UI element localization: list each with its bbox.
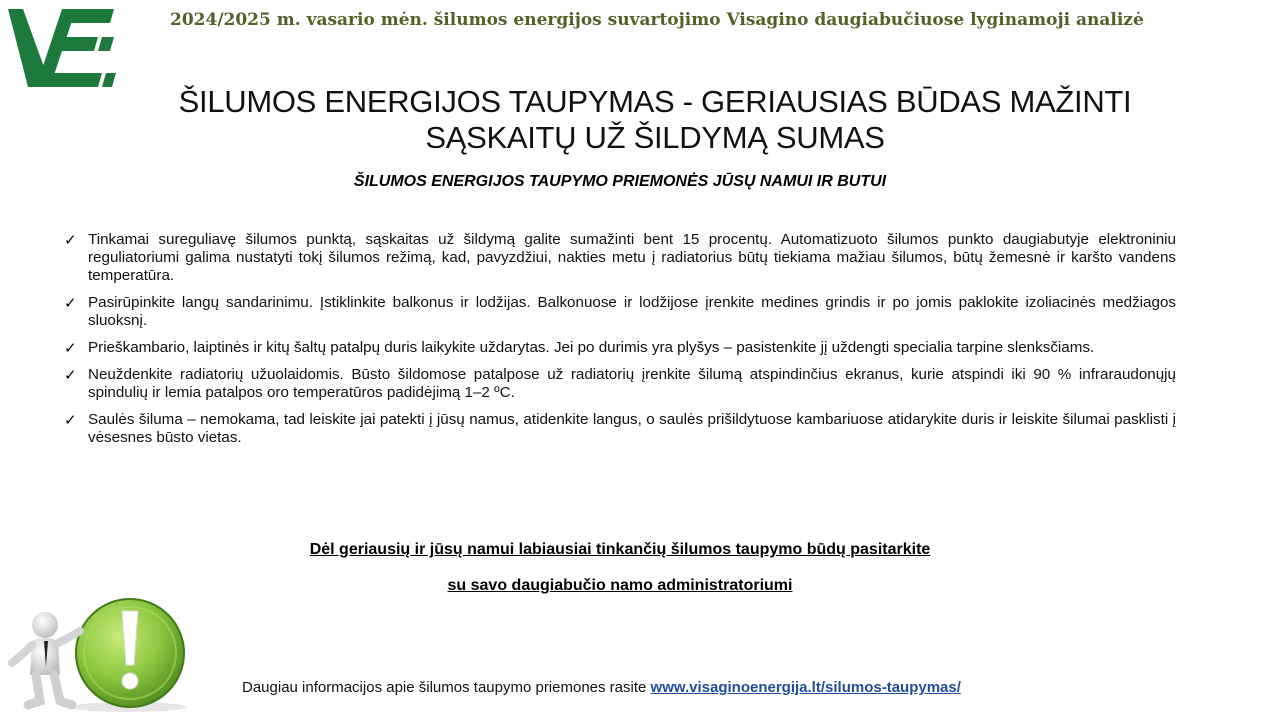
checkmark-icon: ✓ — [64, 411, 77, 429]
page-title-line2: SĄSKAITŲ UŽ ŠILDYMĄ SUMAS — [425, 120, 885, 155]
advice-line-2: su savo daugiabučio namo administratoriumi — [447, 577, 793, 594]
section-subtitle: ŠILUMOS ENERGIJOS TAUPYMO PRIEMONĖS JŪSŲ NAMUI IR BUTUI — [353, 173, 887, 190]
checkmark-icon: ✓ — [64, 294, 77, 312]
exclamation-figure-icon — [0, 597, 206, 713]
page-title — [160, 84, 1150, 156]
footer-link[interactable]: www.visaginoenergija.lt/silumos-taupymas/ — [650, 679, 961, 696]
footer-info — [242, 679, 1142, 696]
tip-text: Pasirūpinkite langų sandarinimu. Įstiklinkite balkonus ir lodžijas. Balkonuose ir lodžijose įrenkite medines grindis ir po jomis paklokite izoliacinės medžiagos sluoksnį. — [88, 294, 1176, 329]
list-item — [64, 231, 1176, 285]
checkmark-icon: ✓ — [64, 231, 77, 249]
footer-text: Daugiau informacijos apie šilumos taupymo priemones rasite — [242, 679, 651, 696]
tip-text: Prieškambario, laiptinės ir kitų šaltų patalpų duris laikykite uždarytas. Jei po durimis yra plyšys – pasistenkite jį uždengti specialia tarpine slenksčiams. — [88, 339, 1095, 356]
company-logo — [6, 3, 118, 89]
list-item — [64, 411, 1176, 447]
tip-text: Saulės šiluma – nemokama, tad leiskite jai patekti į jūsų namus, atidenkite langus, o saulės prišildytuose kambariuose atidarykite duris ir leiskite šilumai pasklisti į vėsesnes būsto vietas. — [88, 411, 1176, 446]
checkmark-icon: ✓ — [64, 366, 77, 384]
header-title: 2024/2025 m. vasario mėn. šilumos energijos suvartojimo Visagino daugiabučiuose lyginamoji analizė — [170, 10, 1144, 30]
tips-list — [64, 231, 1176, 456]
page-title-line1: ŠILUMOS ENERGIJOS TAUPYMAS - GERIAUSIAS BŪDAS MAŽINTI — [178, 84, 1132, 119]
tip-text: Neuždenkite radiatorių užuolaidomis. Būsto šildomose patalpose už radiatorių įrenkite šilumą atspindinčius ekranus, kurie atspindi iki 90 % infraraudonųjų spindulių ir lemia patalpos oro temperatūros padidėjimą 1–2 ºC. — [88, 366, 1176, 401]
list-item — [64, 339, 1176, 357]
list-item — [64, 366, 1176, 402]
checkmark-icon: ✓ — [64, 339, 77, 357]
list-item — [64, 294, 1176, 330]
tip-text: Tinkamai sureguliavę šilumos punktą, sąskaitas už šildymą galite sumažinti bent 15 procentų. Automatizuoto šilumos punkto daugiabutyje elektroniniu reguliatoriumi galima nustatyti tokį šilumos režimą, kad, pavyzdžiui, nakties metu į radiatorius būtų tiekiama mažiau šilumos, būtų žemesnė ir karšto vandens temperatūra. — [88, 231, 1176, 284]
advice-line-1: Dėl geriausių ir jūsų namui labiausiai tinkančių šilumos taupymo būdų pasitarkite — [309, 541, 931, 558]
